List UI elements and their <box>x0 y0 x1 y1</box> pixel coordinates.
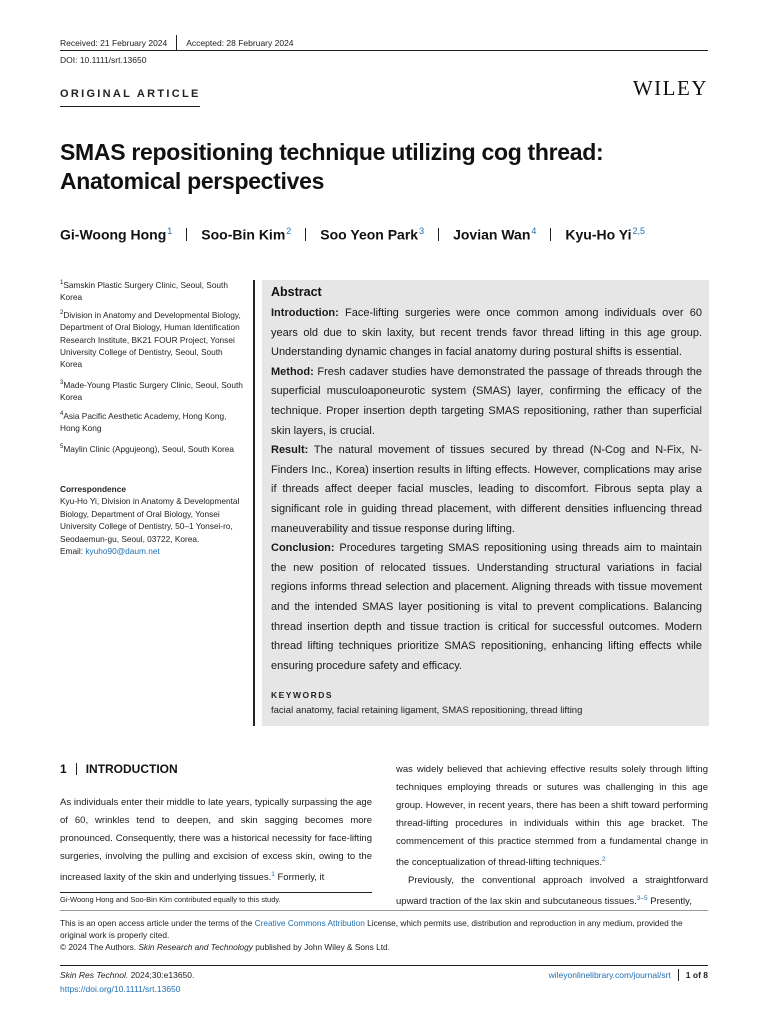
body-column-left <box>60 794 372 887</box>
correspondence-heading: Correspondence <box>60 484 126 494</box>
correspondence <box>60 483 245 557</box>
affiliation: $^5$Maylin Clinic (Apgujeong), Seoul, South Korea <box>60 443 234 454</box>
header-rule <box>60 50 708 51</box>
divider <box>176 35 177 50</box>
divider <box>186 228 187 241</box>
affiliation: $^3$Made-Young Plastic Surgery Clinic, Seoul, South Korea <box>60 379 243 403</box>
keywords-heading: KEYWORDS <box>271 690 334 700</box>
divider <box>678 969 679 981</box>
correspondence-email: Email: kyuho90@daum.net <box>60 546 160 557</box>
body-column-right <box>396 761 708 911</box>
license-text: This is an open access article under the terms of the Creative Commons Attribution License, which permits use, distribution and reproduction in any medium, provided the original work is properly cited. <box>60 918 683 941</box>
footnote-rule <box>60 892 372 893</box>
abstract-conclusion: Conclusion: Procedures targeting SMAS repositioning using threads aim to maintain the new position of relocated tissues. Understanding structural variations in facial regions informs thread selection and placement. Aligning threads with tissue movement and the intended SMAS layer positioning is vital to prevent complications. Balancing thread insertion depth and tissue traction is critical for successful outcomes. Modern thread lifting techniques prioritize SMAS repositioning, enhancing lifting effects while ensuring procedure safety and efficacy. <box>271 542 702 672</box>
affiliation: $^2$Division in Anatomy and Developmental Biology, Department of Oral Biology, Human Identification Research Institute, BK21 FOUR Project, Yonsei University College of Dentistry, Seoul, South Korea <box>60 309 241 370</box>
footer-right <box>549 969 708 981</box>
email-link[interactable]: kyuho90@daum.net <box>85 546 160 557</box>
body-paragraph: As individuals enter their middle to late years, typically surpassing the age of 60, wrinkles tend to deepen, and skin sagging becomes more pronounced. Consequently, there was a historical necessity for face-lifting surgeries, involving the pulling and excision of excess skin, owing to the increased laxity of the skin and underlying tissues.$^1$ Formerly, it <box>60 797 372 884</box>
abstract-method: Method: Fresh cadaver studies have demonstrated the passage of threads through the superficial musculoaponeurotic system (SMAS) layer, confirming the efficacy of the technique. Proper insertion depth targeting SMAS repositioning, rather than superficial skin layers, is crucial. <box>271 365 702 437</box>
citation-link[interactable]: 2 <box>601 856 606 863</box>
abstract-result: Result: The natural movement of tissues secured by thread (N-Cog and N-Fix, N-Finders Inc., Korea) insertion results in lifting effects. However, complications may arise if threads affect deeper facial muscles, leading to discomfort. Fibrous septa play a significant role in guiding thread placement, with different densities influencing thread maneuverability and tissue response during lifting. <box>271 444 702 535</box>
doi-link[interactable]: https://doi.org/10.1111/srt.13650 <box>60 983 181 994</box>
doi-text: DOI: 10.1111/srt.13650 <box>60 55 147 65</box>
abstract-rule <box>253 280 255 726</box>
copyright-text: © 2024 The Authors. Skin Research and Technology published by John Wiley & Sons Ltd. <box>60 942 390 953</box>
body-paragraph: Previously, the conventional approach involved a straightforward upward traction of the lax skin and subcutaneous tissues.$^{3-5}$ Presently, <box>396 875 708 908</box>
article-type: ORIGINAL ARTICLE <box>60 88 201 100</box>
page-number: 1 of 8 <box>685 970 708 980</box>
footnote: Gi-Woong Hong and Soo-Bin Kim contributed equally to this study. <box>60 895 281 904</box>
correspondence-address: Kyu-Ho Yi, Division in Anatomy & Developmental Biology, Department of Oral Biology, Yonsei University College of Dentistry, 50–1 Yonsei-ro, Seodaemun-gu, Seoul, 03722, Korea. <box>60 496 240 544</box>
article-dates <box>60 35 294 50</box>
author-name[interactable]: Jovian Wan$^4$ <box>453 226 537 243</box>
citation-link[interactable]: 3–5 <box>636 895 648 903</box>
author-name[interactable]: Gi-Woong Hong$^1$ <box>60 226 173 243</box>
author-name[interactable]: Soo Yeon Park$^3$ <box>320 226 425 243</box>
article-title: SMAS repositioning technique utilizing cog thread: Anatomical perspectives <box>60 139 604 194</box>
abstract-introduction: Introduction: Face-lifting surgeries were once common among individuals over 60 years old due to skin laxity, but recent trends favor thread lifting in this age group. Understanding dynamic changes in facial anatomy during postural shifts is essential. <box>271 307 702 359</box>
section-heading <box>60 762 178 776</box>
section-title: INTRODUCTION <box>85 762 178 776</box>
license-rule <box>60 910 708 911</box>
divider <box>438 228 439 241</box>
received-date: Received: 21 February 2024 <box>60 37 168 48</box>
author-name[interactable]: Soo-Bin Kim$^2$ <box>201 226 292 243</box>
accepted-date: Accepted: 28 February 2024 <box>186 37 294 48</box>
author-name[interactable]: Kyu-Ho Yi$^{2,5}$ <box>565 226 646 243</box>
license-link[interactable]: Creative Commons Attribution <box>254 918 365 928</box>
affiliation: $^4$Asia Pacific Aesthetic Academy, Hong Kong, Hong Kong <box>60 410 227 434</box>
keywords-list: facial anatomy, facial retaining ligament, SMAS repositioning, thread lifting <box>271 705 583 716</box>
license-notice <box>60 917 708 954</box>
author-list <box>60 226 645 243</box>
abstract-heading: Abstract <box>271 285 322 299</box>
divider <box>76 763 77 775</box>
body-paragraph: was widely believed that achieving effective results solely through lifting techniques employing threads or sutures was challenging in this age group. However, in recent years, there has been a shift toward performing thread-lifting procedures in individuals within this age bracket. The commencement of this practice stemmed from a fundamental change in the conceptualization of thread-lifting techniques.$^2$ <box>396 764 708 869</box>
section-number: 1 <box>60 762 67 776</box>
footer-rule <box>60 965 708 966</box>
divider <box>305 228 306 241</box>
journal-site-link[interactable]: wileyonlinelibrary.com/journal/srt <box>548 970 671 980</box>
footer-citation: Skin Res Technol. 2024;30:e13650. https://doi.org/10.1111/srt.13650 <box>60 969 194 996</box>
affiliation: $^1$Samskin Plastic Surgery Clinic, Seoul, South Korea <box>60 279 228 303</box>
abstract-body <box>271 304 702 676</box>
article-type-rule <box>60 106 200 107</box>
citation-link[interactable]: 1 <box>271 871 275 878</box>
publisher-logo: WILEY <box>632 76 708 100</box>
divider <box>550 228 551 241</box>
